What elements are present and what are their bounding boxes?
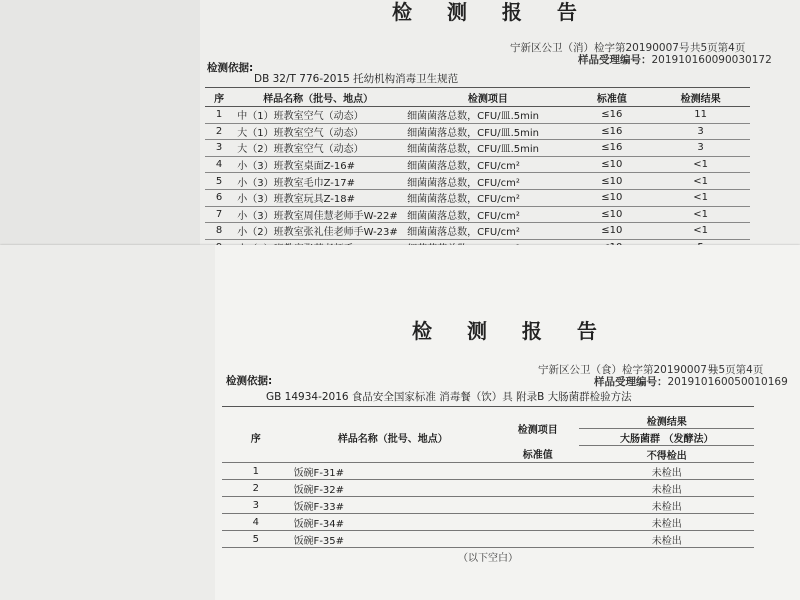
cell-test-item: 细菌菌落总数，CFU/皿.5min	[403, 140, 572, 157]
table-row	[205, 189, 750, 206]
cell-sample-name: 饭碗F-33#	[290, 497, 497, 514]
cell-standard: ≤10	[573, 189, 652, 206]
cell-sample-name: 小（2）班教室张礼佳老师手W-23#	[233, 223, 403, 240]
header2-standard: 标准值	[496, 446, 579, 463]
sheet-overlap-strip	[0, 245, 215, 600]
cell-sample-name: 饭碗F-34#	[290, 514, 497, 531]
table-header-row	[205, 88, 750, 107]
table-row	[205, 107, 750, 124]
header-standard: 标准值	[573, 88, 652, 107]
sample-number-label-2: 样品受理编号：	[594, 376, 668, 388]
table-row	[222, 531, 754, 548]
table-row	[205, 156, 750, 173]
blank-note-2: （以下空白）	[458, 553, 518, 564]
header-result: 检测结果	[651, 88, 750, 107]
sample-number-label: 样品受理编号：	[578, 54, 652, 66]
cell-result: <1	[651, 173, 750, 190]
sheet-edge-shadow	[0, 0, 200, 262]
report-title-2: 检 测 报 告	[412, 319, 611, 343]
cell-seq: 1	[205, 107, 233, 124]
cell-seq: 4	[222, 514, 290, 531]
page-count: 共5页第4页	[690, 42, 746, 54]
sample-number	[578, 52, 772, 67]
table-row	[222, 514, 754, 531]
cell-test-item	[496, 497, 579, 514]
cell-standard: ≤16	[573, 123, 652, 140]
basis-text-2: GB 14934-2016 食品安全国家标准 消毒餐（饮）具 附录B 大肠菌群检验方法	[266, 391, 632, 403]
header-item: 检测项目	[403, 88, 572, 107]
cell-standard: ≤10	[573, 223, 652, 240]
cell-result: <1	[651, 206, 750, 223]
header2-result-sub: 大肠菌群 （发酵法）	[579, 429, 754, 446]
sample-number-value: 20191016009003017​2	[651, 54, 772, 66]
cell-seq: 8	[205, 223, 233, 240]
cell-result: <1	[651, 223, 750, 240]
cell-standard: ≤10	[573, 156, 652, 173]
cell-test-item	[496, 480, 579, 497]
header-name: 样品名称（批号、地点）	[233, 88, 403, 107]
basis-label: 检测依据:	[207, 62, 254, 74]
cell-test-item	[496, 514, 579, 531]
cell-sample-name: 小（3）班教室玩具Z-18#	[233, 189, 403, 206]
cell-result: 未检出	[579, 531, 754, 548]
sample-number-2	[594, 374, 788, 389]
report-number: 宁新区公卫（消）检字第20190007号	[510, 42, 690, 54]
table-row	[222, 463, 754, 480]
basis-text: DB 32/T 776-2015 托幼机构消毒卫生规范	[254, 73, 459, 85]
report-title: 检 测 报 告	[392, 0, 591, 24]
cell-sample-name: 饭碗F-32#	[290, 480, 497, 497]
cell-result: 未检出	[579, 497, 754, 514]
cell-seq: 4	[205, 156, 233, 173]
cell-result: <1	[651, 189, 750, 206]
cell-result: 3	[651, 140, 750, 157]
header2-result-group: 检测结果	[579, 412, 754, 429]
cell-standard: ≤10	[573, 173, 652, 190]
cell-seq: 6	[205, 189, 233, 206]
table-row	[222, 480, 754, 497]
cell-test-item: 细菌菌落总数，CFU/皿.5min	[403, 107, 572, 124]
report-number-2: 宁新区公卫（食）检字第20190007号	[538, 364, 718, 376]
cell-seq: 1	[222, 463, 290, 480]
header-seq: 序	[205, 88, 233, 107]
cell-result: <1	[651, 156, 750, 173]
cell-test-item: 细菌菌落总数，CFU/cm²	[403, 223, 572, 240]
cell-test-item	[496, 463, 579, 480]
basis-label-2: 检测依据:	[226, 375, 273, 387]
table-row	[205, 123, 750, 140]
cell-test-item: 细菌菌落总数，CFU/cm²	[403, 189, 572, 206]
cell-seq: 5	[222, 531, 290, 548]
cell-test-item: 细菌菌落总数，CFU/cm²	[403, 156, 572, 173]
cell-seq: 2	[205, 123, 233, 140]
cell-test-item: 细菌菌落总数，CFU/cm²	[403, 206, 572, 223]
cell-seq: 3	[222, 497, 290, 514]
cell-standard: ≤10	[573, 206, 652, 223]
cell-seq: 5	[205, 173, 233, 190]
table2-top-rule	[222, 406, 754, 407]
report-sheet-back	[0, 0, 800, 262]
cell-sample-name: 饭碗F-31#	[290, 463, 497, 480]
table-row	[205, 173, 750, 190]
header2-item: 检测项目	[517, 425, 558, 437]
cell-sample-name: 小（3）班教室毛巾Z-17#	[233, 173, 403, 190]
cell-test-item: 细菌菌落总数，CFU/cm²	[403, 173, 572, 190]
cell-standard: ≤16	[573, 140, 652, 157]
cell-standard: ≤16	[573, 107, 652, 124]
cell-result: 3	[651, 123, 750, 140]
cell-seq: 2	[222, 480, 290, 497]
cell-sample-name: 饭碗F-35#	[290, 531, 497, 548]
cell-result: 11	[651, 107, 750, 124]
results-table	[205, 87, 750, 256]
cell-sample-name: 大（2）班教室空气（动态）	[233, 140, 403, 157]
header2-name: 样品名称（批号、地点）	[290, 412, 497, 463]
cell-result: 未检出	[579, 480, 754, 497]
cell-result: 未检出	[579, 514, 754, 531]
page-count-2: 共5页第4页	[708, 364, 764, 376]
header2-standard-value: 不得检出	[579, 446, 754, 463]
results-table-2	[222, 412, 754, 548]
table-row	[222, 497, 754, 514]
header2-seq: 序	[222, 412, 290, 463]
cell-seq: 7	[205, 206, 233, 223]
cell-sample-name: 小（3）班教室桌面Z-16#	[233, 156, 403, 173]
cell-sample-name: 大（1）班教室空气（动态）	[233, 123, 403, 140]
cell-seq: 3	[205, 140, 233, 157]
cell-sample-name: 中（1）班教室空气（动态）	[233, 107, 403, 124]
table-row	[205, 140, 750, 157]
table2-header-row-1	[222, 412, 754, 429]
table-row	[205, 206, 750, 223]
cell-test-item	[496, 531, 579, 548]
table-row	[205, 223, 750, 240]
cell-sample-name: 小（3）班教室周佳慧老师手W-22#	[233, 206, 403, 223]
sample-number-value-2: 20191016005001016​9	[667, 376, 788, 388]
cell-test-item: 细菌菌落总数，CFU/皿.5min	[403, 123, 572, 140]
cell-result: 未检出	[579, 463, 754, 480]
